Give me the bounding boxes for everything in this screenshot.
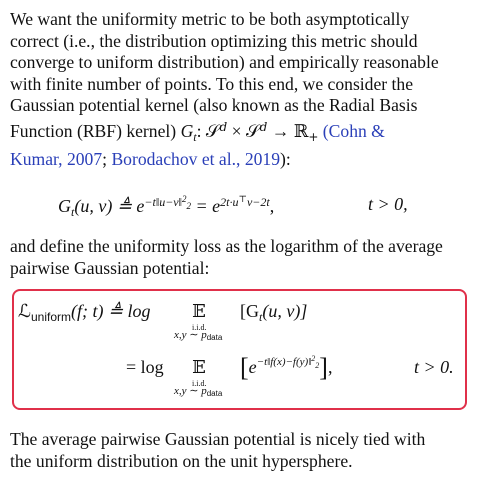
text-line: Gaussian potential kernel (also known as the Radial Basis [10, 95, 418, 116]
citation-link-borodachov[interactable]: Borodachov et al., 2019 [111, 148, 281, 169]
loss-row2-condition: t > 0. [414, 357, 454, 377]
uniform-loss-highlight-box [12, 289, 467, 410]
text-line: the uniform distribution on the unit hypersphere. [10, 450, 353, 471]
times-symbol: × [231, 120, 242, 141]
iid-label: i.i.d. [192, 323, 207, 332]
sphere-symbol: 𝒮$^d$ [205, 119, 228, 142]
paragraph-intro [10, 9, 472, 170]
text-line: converge to uniform distribution) and empirically reasonable [10, 52, 439, 73]
equation-body: $G_t(u$, v) ≜ $e^{-t‖u-v‖^2_2} = e^{2t\cdot u^⊤v-2t}$, [58, 194, 275, 219]
iid-label: i.i.d. [192, 379, 207, 388]
text-line: and define the uniformity loss as the logarithm of the average [10, 236, 443, 256]
exponent: 2t·u⊤v−2t [220, 194, 270, 209]
text-line: pairwise Gaussian potential: [10, 257, 210, 278]
colon: : [196, 120, 202, 141]
arrow-symbol: → [271, 120, 290, 141]
text-line: We want the uniformity metric to be both asymptotically [10, 9, 410, 29]
loss-row2-body: $[e^{-t‖f(x)-f(y)‖^2_2}]$, [240, 353, 333, 382]
expectation-symbol: 𝔼 [192, 301, 206, 322]
text-line: with finite number of points. To this end, we consider the [10, 73, 414, 94]
citation-close: ): [280, 148, 291, 169]
sphere-symbol: 𝒮$^d$ [245, 119, 268, 142]
text-line: correct (i.e., the distribution optimizing this metric should [10, 30, 418, 51]
paragraph-loss-intro [10, 236, 472, 279]
loss-lhs: ℒ$_{uniform}$(f; t) ≜ log [18, 301, 151, 324]
kernel-symbol: $G_t$ [180, 120, 197, 144]
citation-link-cohn-year[interactable]: Kumar, 2007 [10, 148, 103, 169]
equation-condition: t > 0, [368, 194, 408, 214]
citation-separator: ; [102, 148, 108, 169]
loss-row1-body: [$G_t(u$, v)] [240, 301, 308, 324]
citation-paren: ( [322, 120, 329, 141]
reals-symbol: ℝ$_+$ [293, 121, 319, 144]
expectation-symbol: 𝔼 [192, 357, 206, 378]
expectation-subscript: x,y ∼ pdata [174, 329, 223, 342]
text-line-citations [10, 149, 472, 171]
exponent: −t‖u−v‖22 [144, 194, 191, 211]
text-line: The average pairwise Gaussian potential is nicely tied with [10, 429, 426, 449]
paragraph-conclusion [10, 429, 472, 472]
text-line-kernel-definition [10, 117, 472, 149]
expectation-subscript: x,y ∼ pdata [174, 385, 223, 398]
loss-row2-eq: = log [126, 357, 164, 377]
text-fragment: Function (RBF) kernel) [10, 120, 177, 141]
citation-link-cohn[interactable]: Cohn & [328, 120, 385, 141]
